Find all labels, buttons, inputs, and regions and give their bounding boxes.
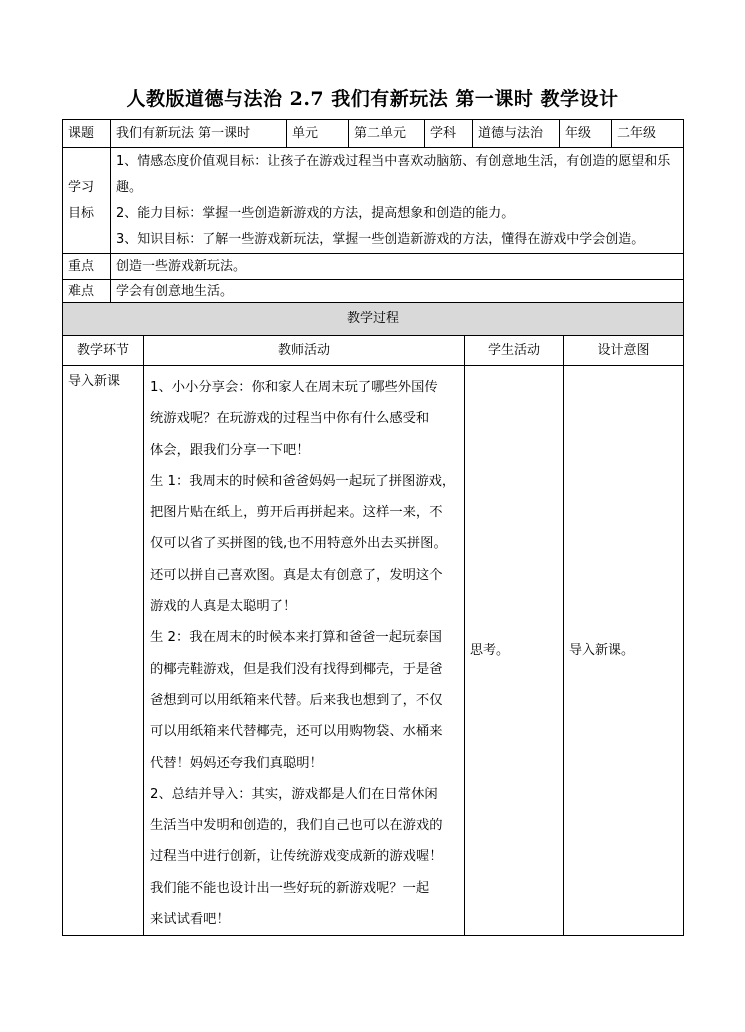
lesson-info-table [62,119,684,304]
key-point-label: 重点 [63,254,111,280]
section-title: 教学过程 [63,303,684,336]
teacher-line: 1、小小分享会：你和家人在周末玩了哪些外国传 [150,380,438,395]
teacher-line: 代替！妈妈还夸我们真聪明！ [150,755,323,771]
difficulty-value: 学会有创意地生活。 [111,280,684,304]
header-design-intent: 设计意图 [564,336,684,366]
design-intent-cell: 导入新课。 [564,366,684,936]
teacher-line: 来试试看吧！ [150,912,230,928]
teacher-line: 2、总结并导入：其实，游戏都是人们在日常休闲 [150,786,438,802]
teacher-line: 可以用纸箱来代替椰壳，还可以用购物袋、水桶来 [150,724,443,740]
teacher-line: 仅可以省了买拼图的钱,也不用特意外出去买拼图。 [150,536,447,552]
goal-item: 2、能力目标：掌握一些创造新游戏的方法，提高想象和创造的能力。 [116,206,515,221]
goals-label [63,148,111,254]
key-point-value: 创造一些游戏新玩法。 [111,254,684,280]
student-activity-cell: 思考。 [465,366,564,936]
teacher-line: 把图片贴在纸上，剪开后再拼起来。这样一来，不 [150,505,443,521]
teacher-line: 还可以拼自己喜欢图。真是太有创意了，发明这个 [150,567,443,583]
subject-label: 学科 [425,120,473,148]
lesson-value: 我们有新玩法 第一课时 [111,120,287,148]
header-stage: 教学环节 [63,336,144,366]
teacher-line: 爸想到可以用纸箱来代替。后来我也想到了，不仅 [150,692,443,708]
difficulty-label: 难点 [63,280,111,304]
teacher-line: 游戏的人真是太聪明了！ [150,599,297,615]
unit-value: 第二单元 [349,120,425,148]
goals-content [111,148,684,254]
teacher-line: 体会，跟我们分享一下吧！ [150,442,310,458]
goal-item: 3、知识目标：了解一些游戏新玩法，掌握一些创造新游戏的方法，懂得在游戏中学会创造。 [116,232,645,247]
teacher-line: 我们能不能也设计出一些好玩的新游戏呢？一起 [150,880,430,896]
subject-value: 道德与法治 [473,120,560,148]
teacher-line: 生 1：我周末的时候和爸爸妈妈一起玩了拼图游戏， [150,473,456,489]
teacher-activity-cell [144,366,465,936]
grade-label: 年级 [560,120,612,148]
goal-item: 1、情感态度价值观目标：让孩子在游戏过程当中喜欢动脑筋、有创意地生活，有创造的愿望和乐趣。 [116,154,671,195]
lesson-label: 课题 [63,120,111,148]
teacher-line: 生活当中发明和创造的，我们自己也可以在游戏的 [150,818,443,834]
teacher-line: 的椰壳鞋游戏，但是我们没有找得到椰壳，于是爸 [150,661,443,677]
header-student-activity: 学生活动 [465,336,564,366]
stage-cell: 导入新课 [63,366,144,936]
unit-label: 单元 [287,120,349,148]
header-teacher-activity: 教师活动 [144,336,465,366]
teacher-line: 过程当中进行创新，让传统游戏变成新的游戏喔！ [150,849,443,865]
teaching-process-table [62,302,684,936]
document-title: 人教版道德与法治 2.7 我们有新玩法 第一课时 教学设计 [126,88,619,110]
teacher-line: 生 2：我在周末的时候本来打算和爸爸一起玩泰国 [150,630,442,646]
grade-value: 二年级 [612,120,684,148]
goals-label-line2: 目标 [68,205,95,221]
teacher-line: 统游戏呢？在玩游戏的过程当中你有什么感受和 [150,411,430,427]
goals-label-line1: 学习 [68,179,95,195]
